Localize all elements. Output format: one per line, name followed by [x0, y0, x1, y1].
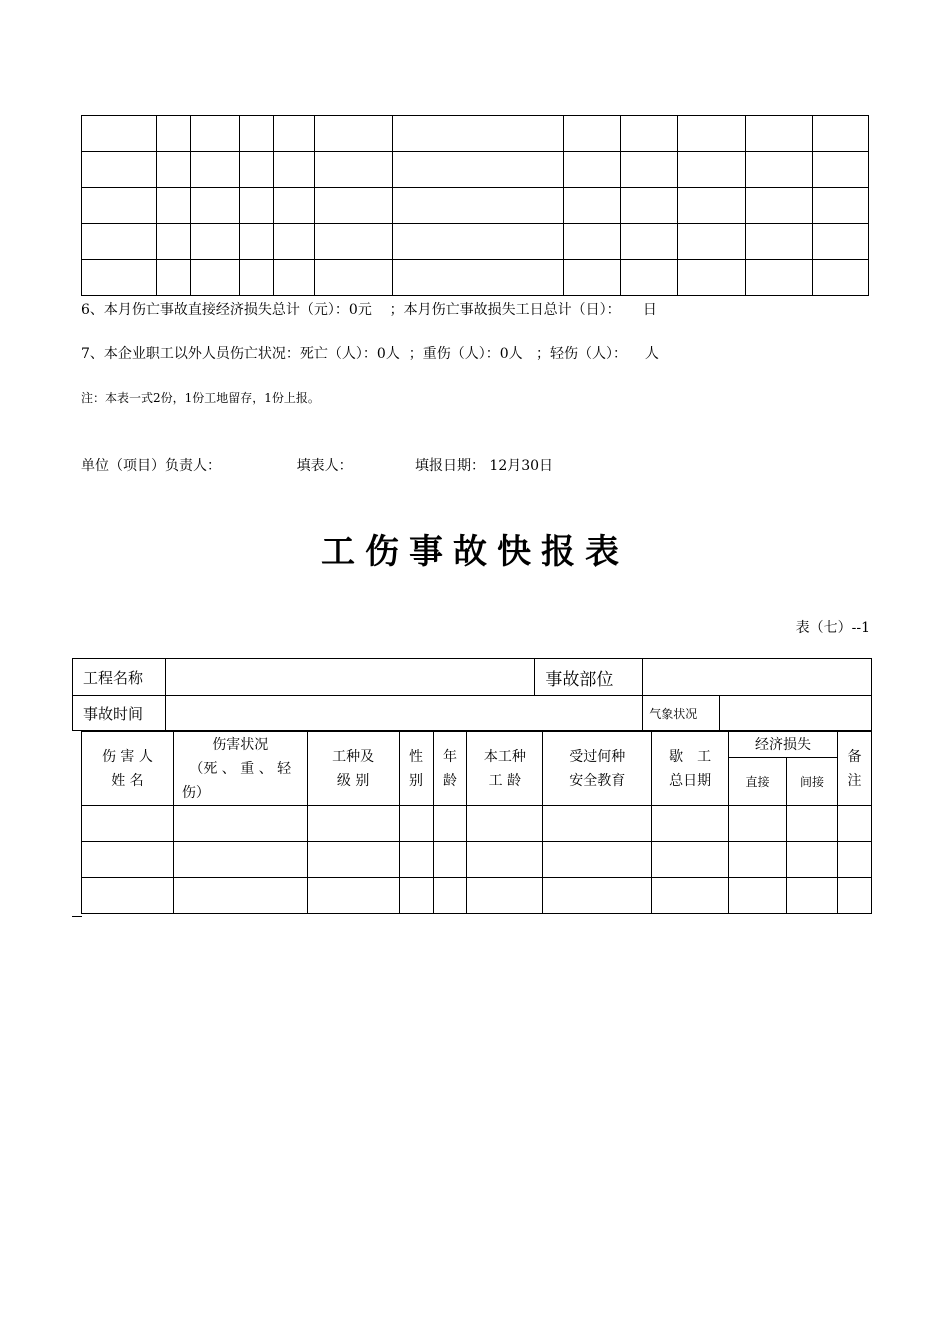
table-row — [82, 152, 869, 188]
accident-location-field[interactable] — [643, 659, 872, 696]
note-text: 注：本表一式2份，1份工地留存，1份上报。 — [81, 391, 320, 405]
form-title: 工伤事故快报表 — [321, 532, 629, 572]
form-header-table — [72, 658, 872, 731]
col-age: 年 龄 — [433, 732, 467, 806]
weather-field[interactable] — [720, 696, 872, 731]
col-injured-name: 伤 害 人 姓 名 — [82, 732, 174, 806]
accident-time-field[interactable] — [165, 696, 642, 731]
col-direct-loss: 直接 — [729, 758, 787, 806]
table-row — [82, 806, 872, 842]
fill-date-value: 12月30日 — [489, 458, 554, 474]
col-injury-status: 伤害状况 （死 、 重 、 轻 伤） — [173, 732, 307, 806]
col-safety-education: 受过何种 安全教育 — [543, 732, 652, 806]
filler-label: 填表人： — [296, 458, 353, 474]
table-row — [82, 878, 872, 914]
table-row — [82, 116, 869, 152]
table-row — [82, 842, 872, 878]
table-row — [73, 696, 872, 731]
summary-line-6 — [81, 299, 657, 319]
table-header-row — [82, 732, 872, 758]
table-edge-line — [72, 916, 82, 917]
project-name-field[interactable] — [165, 659, 534, 696]
line6-unit: 日 — [642, 302, 657, 318]
col-job-type: 工种及 级 别 — [307, 732, 399, 806]
accident-time-label: 事故时间 — [73, 696, 166, 731]
line7-minor: ；轻伤（人）： — [536, 346, 628, 362]
project-name-label: 工程名称 — [73, 659, 166, 696]
col-economic-loss: 经济损失 — [729, 732, 838, 758]
unit-leader-label: 单位（项目）负责人： — [81, 458, 221, 474]
table-row — [73, 659, 872, 696]
col-job-years: 本工种 工 龄 — [467, 732, 543, 806]
col-gender: 性 别 — [399, 732, 433, 806]
previous-table-grid — [81, 115, 869, 296]
line7-serious: ；重伤（人）：0人 — [408, 346, 523, 362]
table-row — [82, 188, 869, 224]
line7-deaths: 7、本企业职工以外人员伤亡状况：死亡（人）：0人 — [81, 346, 400, 362]
table-row — [82, 224, 869, 260]
accident-location-label: 事故部位 — [535, 659, 643, 696]
col-days-off: 歇 工 总日期 — [652, 732, 729, 806]
col-remark: 备 注 — [837, 732, 871, 806]
fill-date-label: 填报日期： — [414, 458, 485, 474]
weather-label: 气象状况 — [643, 696, 720, 731]
table-number: 表（七）--1 — [795, 620, 870, 636]
line6-loss-total: 6、本月伤亡事故直接经济损失总计（元）：0元 — [81, 302, 372, 318]
signature-line — [81, 455, 553, 475]
summary-line-7 — [81, 343, 659, 363]
line6-lost-days: ；本月伤亡事故损失工日总计（日）： — [389, 302, 621, 318]
line7-unit: 人 — [644, 346, 659, 362]
injured-persons-table — [81, 731, 872, 914]
table-row — [82, 260, 869, 296]
col-indirect-loss: 间接 — [787, 758, 838, 806]
